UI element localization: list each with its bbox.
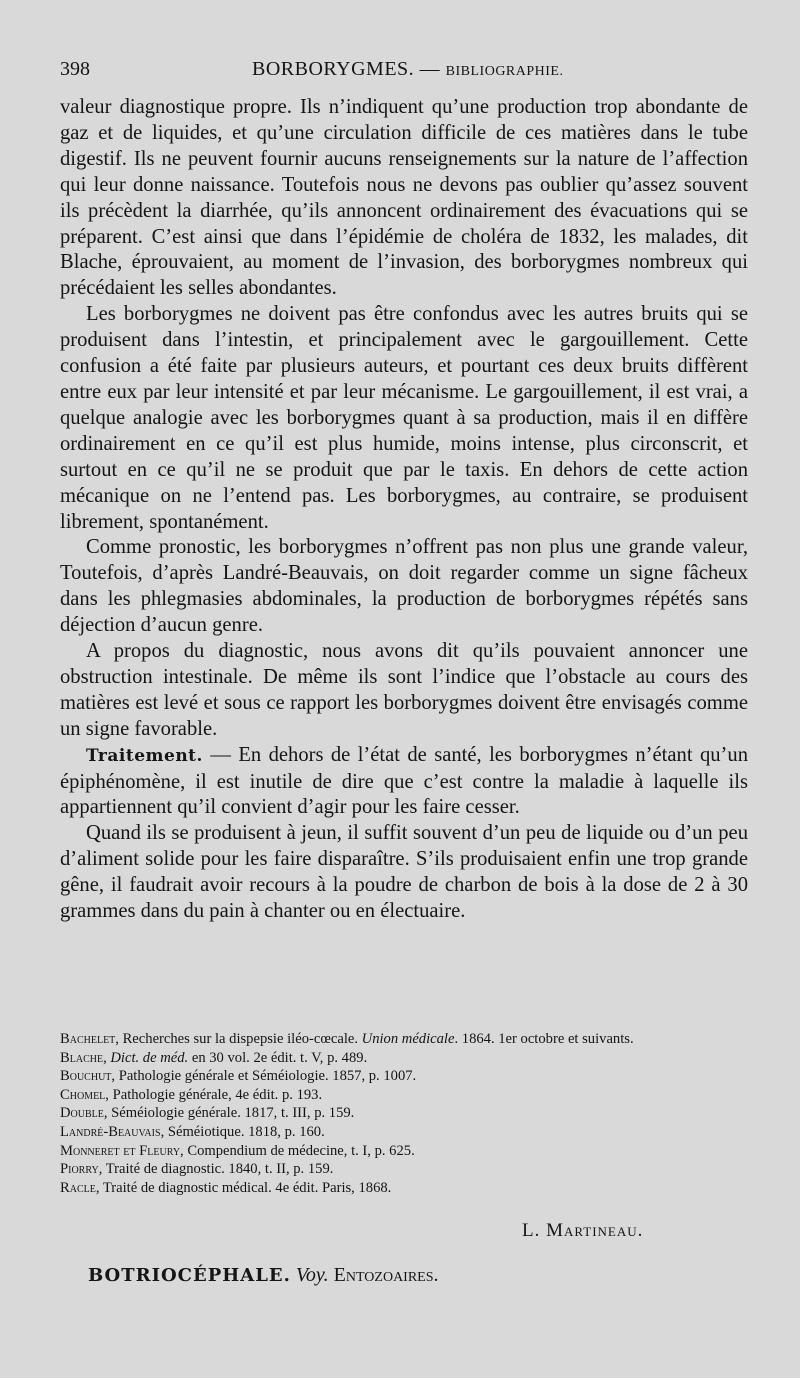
reference-author: Bouchut <box>60 1068 112 1085</box>
author-signature <box>522 1220 643 1242</box>
entry-see-also: Voy. <box>295 1264 329 1286</box>
bibliography <box>60 1030 748 1197</box>
running-title-section: BIBLIOGRAPHIE. <box>445 64 564 79</box>
reference-author: Racle <box>60 1179 96 1196</box>
reference-author: Blache <box>60 1049 104 1066</box>
reference-author: Piorry <box>60 1161 99 1178</box>
article-body <box>60 95 748 925</box>
reference-item <box>60 1142 748 1161</box>
reference-item <box>60 1160 748 1179</box>
reference-text: , Traité de diagnostic médical. 4e édit. Paris, 1868. <box>95 1179 392 1196</box>
reference-author: Monneret et Fleury <box>60 1142 181 1159</box>
reference-item <box>60 1086 748 1105</box>
reference-item <box>60 1030 748 1049</box>
running-title <box>252 58 564 81</box>
reference-text-end: . 1864. 1er octobre et suivants. <box>454 1031 634 1047</box>
entry-cross-reference: Entozoaires. <box>333 1264 439 1286</box>
paragraph: Comme pronostic, les borborygmes n’offrent pas non plus une grande valeur, Toutefois, d’après Landré-Beauvais, on doit regarder comme un signe fâcheux dans les phlegmasies abdominales, la production de borborygmes répétés sans déjection d’aucun genre. <box>60 536 748 637</box>
reference-text: , Séméiologie générale. 1817, t. III, p. 159. <box>103 1105 355 1122</box>
reference-journal: Dict. de méd. <box>110 1049 189 1066</box>
reference-journal: Union médicale <box>361 1031 455 1047</box>
treatment-label: Traitement. <box>86 745 203 766</box>
paragraph: valeur diagnostique propre. Ils n’indiquent qu’une production trop abondante de gaz et de liquides, et qu’une circulation difficile de ces matières dans le tube digestif. Ils ne peuvent fournir aucuns renseignements sur la nature de l’affection qui leur donne naissance. Toutefois nous ne devons pas oublier qu’assez souvent ils précèdent la diarrhée, qu’ils annoncent ordinairement des évacuations qui se préparent. C’est ainsi que dans l’épidémie de choléra de 1832, les malades, dit Blache, éprouvaient, au moment de l’invasion, des borborygmes nombreux qui précédaient les selles abondantes. <box>60 96 748 300</box>
treatment-text: — En dehors de l’état de santé, les borborygmes n’étant qu’un épiphénomène, il est inutile de dire que c’est contre la maladie à laquelle ils appartiennent qu’il convient d’agir pour les faire cesser. <box>60 743 748 819</box>
reference-item <box>60 1123 748 1142</box>
reference-text: , Pathologie générale et Séméiologie. 1857, p. 1007. <box>111 1068 417 1085</box>
running-title-dash: — <box>419 58 441 80</box>
page-header <box>60 58 760 88</box>
reference-text: , Pathologie générale, 4e édit. p. 193. <box>105 1086 323 1103</box>
reference-text-end: en 30 vol. 2e édit. t. V, p. 489. <box>188 1049 368 1066</box>
reference-item <box>60 1049 748 1068</box>
reference-author: Landré-Beauvais <box>60 1123 161 1140</box>
reference-item <box>60 1179 748 1198</box>
entry-headword: BOTRIOCÉPHALE. <box>88 1265 291 1286</box>
reference-author: Bachelet <box>60 1031 116 1047</box>
reference-text: , Recherches sur la dispepsie iléo-cœcale. <box>115 1031 362 1047</box>
reference-text: , Séméiotique. 1818, p. 160. <box>160 1123 325 1140</box>
reference-text: , Compendium de médecine, t. I, p. 625. <box>180 1142 415 1159</box>
page-number: 398 <box>60 58 90 80</box>
reference-author: Chomel <box>60 1086 106 1103</box>
signature-text: L. Martineau. <box>522 1220 644 1241</box>
treatment-paragraph <box>60 743 748 822</box>
running-title-main: BORBORYGMES. <box>252 58 415 80</box>
reference-item <box>60 1104 748 1123</box>
reference-item <box>60 1067 748 1086</box>
dictionary-entry <box>88 1264 439 1287</box>
reference-text: , <box>103 1049 111 1066</box>
reference-author: Double <box>60 1105 104 1122</box>
paragraph: Quand ils se produisent à jeun, il suffit souvent d’un peu de liquide ou d’un peu d’aliment solide pour les faire disparaître. S’ils produisaient enfin une trop grande gêne, il faudrait avoir recours à la poudre de charbon de bois à la dose de 2 à 30 grammes dans du pain à chanter ou en électuaire. <box>60 822 748 923</box>
reference-text: , Traité de diagnostic. 1840, t. II, p. 159. <box>98 1161 334 1178</box>
paragraph: Les borborygmes ne doivent pas être confondus avec les autres bruits qui se produisent dans l’intestin, et principalement avec le gargouillement. Cette confusion a été faite par plusieurs auteurs, et pourtant ces deux bruits diffèrent entre eux par leur intensité et par leur mécanisme. Le gargouillement, il est vrai, a quelque analogie avec les borborygmes quant à sa production, mais il en diffère ordinairement en ce qu’il est plus humide, moins intense, plus circonscrit, et surtout en ce qu’il ne se produit que par le taxis. En dehors de cette action mécanique on ne l’entend pas. Les borborygmes, au contraire, se produisent librement, spontanément. <box>60 303 748 533</box>
paragraph: A propos du diagnostic, nous avons dit qu’ils pouvaient annoncer une obstruction intestinale. De même ils sont l’indice que l’obstacle au cours des matières est levé et sous ce rapport les borborygmes doivent être envisagés comme un signe favorable. <box>60 640 748 740</box>
